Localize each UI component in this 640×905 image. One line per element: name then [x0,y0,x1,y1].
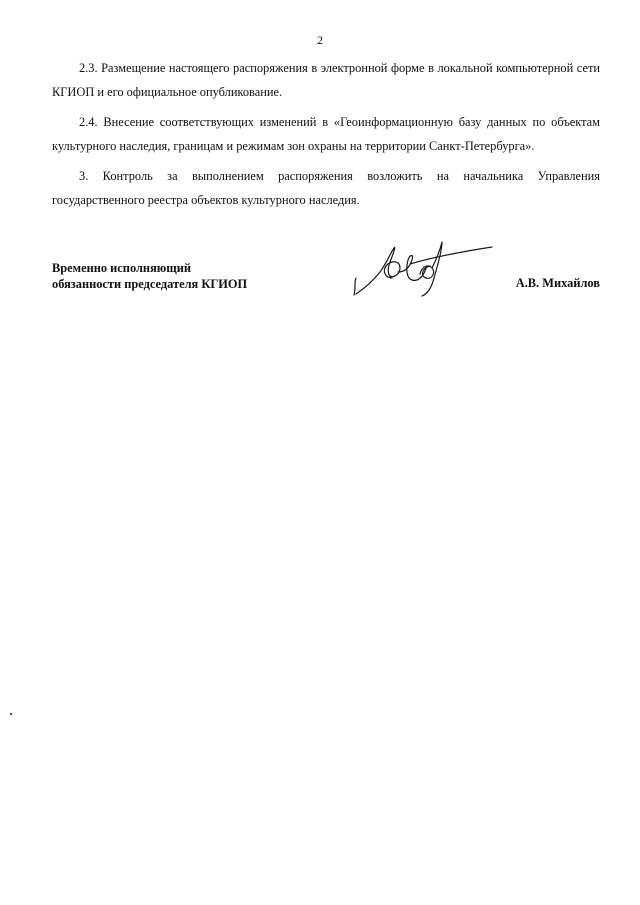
signatory-title-line-1: Временно исполняющий [52,261,191,275]
page-number: 2 [317,33,323,47]
scan-speck [10,713,12,715]
paragraph-2-3: 2.3. Размещение настоящего распоряжения в электронной форме в локальной компьютерной сети КГИОП и его официальное опубликование. [52,61,600,99]
handwritten-signature [350,238,495,303]
document-body [52,56,600,218]
paragraph-3: 3. Контроль за выполнением распоряжения возложить на начальника Управления государственного реестра объектов культурного наследия. [52,169,600,207]
signatory-title-line-2: обязанности председателя КГИОП [52,277,248,291]
signatory-name: А.В. Михайлов [515,276,600,290]
paragraph-2-4: 2.4. Внесение соответствующих изменений в «Геоинформационную базу данных по объектам культурного наследия, границам и режимам зон охраны на территории Санкт-Петербурга». [52,115,600,153]
signatory-title [52,260,247,292]
